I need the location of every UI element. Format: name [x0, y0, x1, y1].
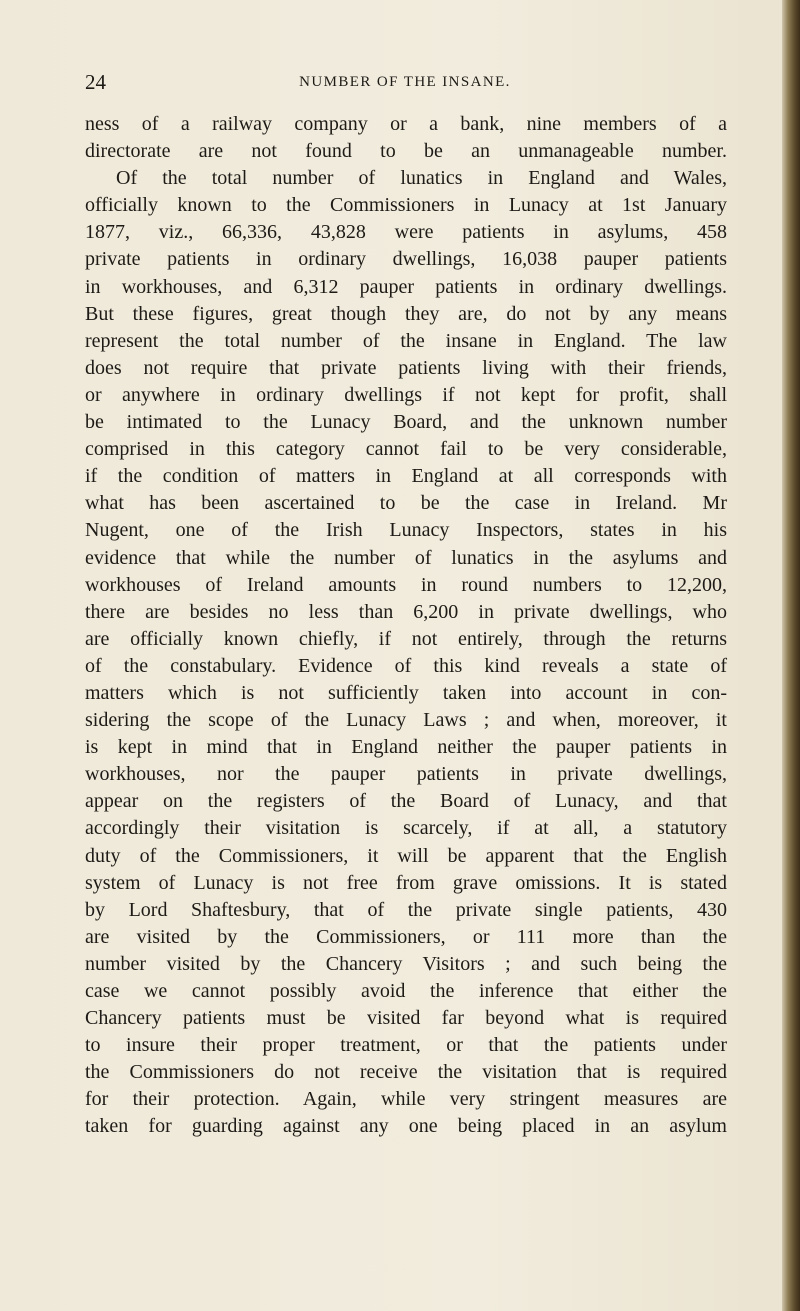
text-line: by Lord Shaftesbury, that of the private single patients, 430	[85, 898, 727, 921]
text-line: represent the total number of the insane in England. The law	[85, 329, 727, 352]
running-title: NUMBER OF THE INSANE.	[299, 74, 511, 90]
text-line: if the condition of matters in England at all corresponds with	[85, 465, 727, 488]
text-line: Nugent, one of the Irish Lunacy Inspectors, states in his	[85, 519, 727, 542]
text-line: appear on the registers of the Board of Lunacy, and that	[85, 790, 727, 813]
text-line: ness of a railway company or a bank, nine members of a	[85, 113, 727, 135]
text-line: But these figures, great though they are, do not by any means	[85, 302, 727, 325]
page-binding-edge	[782, 0, 800, 1311]
text-line: workhouses of Ireland amounts in round numbers to 12,200,	[85, 573, 727, 596]
text-line: taken for guarding against any one being placed in an asylum	[85, 1115, 727, 1138]
text-line: directorate are not found to be an unmanageable number.	[85, 140, 727, 163]
text-line: be intimated to the Lunacy Board, and the unknown number	[85, 411, 727, 434]
text-line: does not require that private patients living with their friends,	[85, 356, 727, 379]
text-line: officially known to the Commissioners in Lunacy at 1st January	[85, 194, 727, 217]
text-line: is kept in mind that in England neither the pauper patients in	[85, 736, 727, 759]
text-line: 1877, viz., 66,336, 43,828 were patients in asylums, 458	[85, 221, 727, 244]
text-line: workhouses, nor the pauper patients in private dwellings,	[85, 763, 727, 786]
text-line: the Commissioners do not receive the visitation that is required	[85, 1061, 727, 1084]
text-line: case we cannot possibly avoid the inference that either the	[85, 980, 727, 1002]
page-number: 24	[85, 70, 106, 94]
body-text	[85, 111, 727, 1141]
text-line: Chancery patients must be visited far beyond what is required	[85, 1007, 727, 1030]
text-line: are visited by the Commissioners, or 111 more than the	[85, 925, 727, 948]
text-line: of the constabulary. Evidence of this kind reveals a state of	[85, 654, 727, 677]
text-line: are officially known chiefly, if not entirely, through the returns	[85, 627, 727, 650]
text-line: duty of the Commissioners, it will be apparent that the English	[85, 844, 727, 867]
text-line: evidence that while the number of lunatics in the asylums and	[85, 546, 727, 569]
text-line: sidering the scope of the Lunacy Laws ; and when, moreover, it	[85, 709, 727, 732]
text-line: matters which is not sufficiently taken into account in con-	[85, 681, 727, 704]
text-line: what has been ascertained to be the case in Ireland. Mr	[85, 492, 727, 515]
text-line: system of Lunacy is not free from grave omissions. It is stated	[85, 871, 727, 894]
running-head	[85, 70, 725, 98]
text-line: number visited by the Chancery Visitors ; and such being the	[85, 952, 727, 975]
text-line: accordingly their visitation is scarcely, if at all, a statutory	[85, 817, 727, 840]
text-line: for their protection. Again, while very stringent measures are	[85, 1088, 727, 1111]
text-line: there are besides no less than 6,200 in private dwellings, who	[85, 600, 727, 623]
text-line: comprised in this category cannot fail to be very considerable,	[85, 438, 727, 461]
text-line: private patients in ordinary dwellings, 16,038 pauper patients	[85, 248, 727, 271]
text-line: to insure their proper treatment, or that the patients under	[85, 1034, 727, 1057]
text-line: or anywhere in ordinary dwellings if not kept for profit, shall	[85, 383, 727, 406]
text-line: in workhouses, and 6,312 pauper patients in ordinary dwellings.	[85, 275, 727, 298]
text-line: Of the total number of lunatics in England and Wales,	[116, 167, 727, 190]
